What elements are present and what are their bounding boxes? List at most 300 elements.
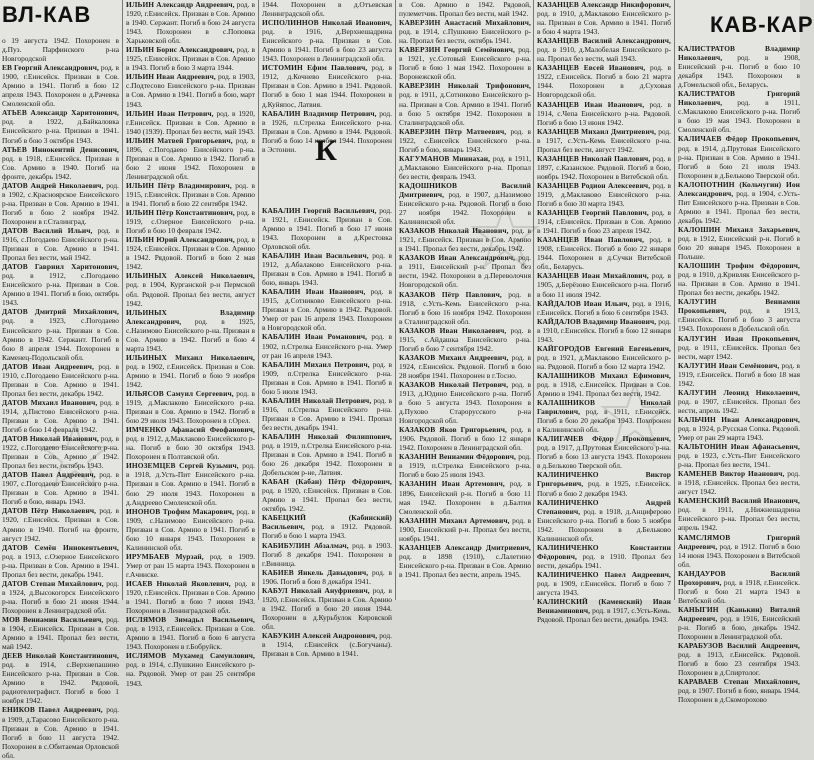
person-name: КАЗАНЦЕВ Василий Александрович, — [537, 36, 671, 46]
memorial-entry — [399, 353, 531, 380]
person-name: ДАТОВ Гавриил Харитонович, — [2, 262, 119, 272]
person-name: ЕВ Георгий Александрович, — [2, 63, 99, 73]
person-name: КАЛУГИН Иван Прокопьевич, — [678, 333, 800, 343]
entry-text: род. в 1900, Енисейский р-н. Пропал без вести, ноябрь 1941. — [399, 515, 531, 543]
memorial-entry — [126, 615, 255, 651]
person-name: ИЛЬИН Пётр Константинович, — [126, 208, 235, 218]
person-name: КАЗАНЦЕВ Родион Алексеевич, — [537, 180, 651, 190]
person-name: КАЛЬТОНИН Иван Афанасьевич, — [678, 442, 800, 452]
person-name: ДАТОВ Пётр Николаевич, — [2, 506, 97, 516]
entry-text: род. в 1925, г.Енисейск. Призван в Сов. Армию в 1943. Погиб в бою 3 марта 1944. — [126, 45, 255, 73]
entry-text: род. в 1909, д.Тарасово Енисейского р-на. Призван в Сов. Армию в 1941. Погиб в бою 11 августа 1942. Похоронен в с.Обитаемая Орловской обл. — [2, 705, 119, 760]
person-name: КАЗАКОВ Николай Иванович, — [399, 226, 509, 236]
memorial-entry — [678, 496, 800, 532]
entry-text: род. в 1914, д.Прутовая Енисейского р-на. Призван в Сов. Армию в 1941. Погиб в бою 21 июля 1943. Похоронен в д.Бельково Тверской обл. — [678, 143, 800, 180]
person-name: КАБАН (Кабан) Пётр Фёдорович, — [262, 477, 392, 487]
person-name: ДАТОВ Семён Иннокентьевич, — [2, 542, 119, 552]
entry-text: род. в 1907, с.Погодаево Енисейского р-на. Призван в Сов. Армию в 1941. Погиб в бою, январь 1943. — [2, 470, 120, 507]
memorial-entry — [678, 361, 800, 388]
entry-text: род. в 1906. Погиб в бою 8 декабря 1941. — [262, 567, 392, 586]
entry-text: род. в 1902, г.Енисейск. Призван в Сов. Армию в 1941. Погиб в бою 9 ноября 1942. — [126, 361, 255, 389]
entry-text: род. в 1914, г.Енисейск. Призван в Сов. Армию в 1941. Погиб в бою 23 апреля 1942. — [537, 208, 671, 236]
memorial-entry — [126, 208, 255, 235]
memorial-entry — [126, 271, 255, 307]
entry-text: о 19 августа 1942. Похоронен в д.Пуз. Парфинского р-на Новгородской — [2, 36, 119, 64]
text-column-3 — [262, 0, 392, 659]
entry-text: род. в 1911, д.Нижнешадрина Енисейского р-на. Пропал без вести, апрель 1942. — [678, 505, 800, 533]
entry-text: род. в 1914, г.Енисейск (с.Богучаны). Призван в Сов. Армию в 1941. — [262, 631, 392, 659]
entry-text: род. в 1915, д.Сотниково Енисейского р-на. Призван в Сов. Армию в 1942. Рядовой. Умер от ран 16 апреля 1943. Похоронен в Новгородской обл. — [262, 287, 392, 333]
memorial-entry — [678, 297, 800, 333]
person-name: ДАТОВ Дмитрий Михайлович, — [2, 307, 119, 317]
person-name: КАРАБУЗОВ Василий Андреевич, — [678, 641, 800, 651]
entry-text: род. в 1909, с.Назимово Енисейского р-на. Призван в Сов. Армию в 1941. Погиб в бою 10 января 1943. Похоронен в Калининской обл. — [126, 506, 255, 552]
memorial-entry — [126, 389, 255, 425]
memorial-entry — [678, 89, 800, 134]
entry-text: род. в 1922, д.Байкаловка Енисейского р-на. Призван в 1941. Погиб в бою 3 октября 1943. — [2, 117, 119, 145]
entry-text: род. в 1919, г.Енисейск. Погиб в бою 18 мая 1942. — [678, 360, 800, 388]
entry-text: род. в 1909, п.Стрелка Енисейского р-на. Призван в Сов. Армию в 1941. Погиб в бою 5 июля 1943. — [262, 359, 392, 396]
memorial-entry — [126, 181, 255, 208]
entry-text: род. в 1920, г.Енисейск. Призван в Сов. Армию в 1941. Погиб в бою 7 июня 1943. Похоронен в Ленинградской обл. — [126, 579, 255, 616]
entry-text: род. в 1921, ус.Сотовый Енисейского р-на. Погиб в бою 1 мая 1942. Похоронен в Воронежской обл. — [399, 45, 531, 82]
memorial-entry — [537, 208, 671, 235]
entry-text: род. в 1921, г.Енисейск. Призван в Сов. Армию в 1941. Погиб в бою 17 июня 1943. Похоронен в д.Крестовка Орловской обл. — [262, 205, 392, 251]
entry-text: род. в 1919, п.Стрелка Енисейского р-на. Погиб в бою 25 июля 1943. — [399, 452, 531, 480]
entry-text: род. в 1896, Енисейский р-н. Погиб в бою 11 мая 1942. Похоронен в д.Балтия Смоленской обл. — [399, 479, 531, 516]
entry-text: род. в 1917, с.Усть-Кемь. Рядовой. Пропал без вести, декабрь 1943. — [537, 606, 671, 625]
entry-text: 1944. Похоронен в д.Отъевская Ленинградской обл. — [262, 0, 392, 19]
entry-text: род. в 1911, д.Сотниково Енисейского р-на. Призван в Сов. Армию в 1941. Погиб в бою 5 октября 1942. Похоронен в Сталинградской обл. — [399, 90, 531, 127]
memorial-entry — [678, 415, 800, 442]
memorial-entry — [126, 651, 255, 687]
section-letter: К — [315, 134, 337, 167]
memorial-entry — [678, 388, 800, 415]
entry-text: род. в 1911, с.Маклаково Енисейского р-на. Погиб в бою 19 мая 1943. Похоронен в Смоленской обл. — [678, 98, 800, 135]
entry-text: род. в 1913, д.Юдино Енисейского р-на. Погиб в бою 5 августа 1943. Похоронен в д.Пухово Старорусского р-на Новгородской обл. — [399, 379, 531, 426]
memorial-entry — [399, 290, 531, 326]
entry-text: род. в 1913, г.Енисейск. Погиб в бою 3 августа 1943. Похоронен в Добельской обл. — [678, 306, 800, 334]
person-name: КАДОШНИКОВ Василий Дмитриевич, — [399, 180, 531, 199]
person-name: ДАТОВ Павел Андреевич, — [2, 470, 96, 480]
person-name: КАВЕРЗИН Анастасий Михайлович, — [399, 18, 531, 28]
memorial-entry — [537, 154, 671, 181]
memorial-entry — [126, 579, 255, 615]
person-name: ИРУМБАЕВ Мурзай, — [126, 551, 204, 561]
memorial-entry — [2, 705, 119, 759]
column-rule — [674, 0, 675, 600]
entry-text: род. в 1910, г.Енисейск. Погиб в бою 12 января 1943. — [537, 316, 671, 344]
person-name: КАБУКИН Алексей Андронович, — [262, 631, 378, 640]
memorial-entry — [399, 543, 531, 579]
memorial-entry — [2, 108, 119, 144]
memorial-entry — [537, 127, 671, 154]
person-name: КАЛОШИН Трофим Фёдорович, — [678, 261, 800, 271]
entry-text: род. в 1912. Погиб в бою 14 июня 1943. Похоронен в Витебской обл. — [678, 541, 800, 569]
entry-text: род. в 1896, с.Погодаево Енисейского р-на. Призван в Сов. Армию в 1942. Погиб в бою 2 июня 1942. Похоронен в Ленинградской обл. — [126, 135, 255, 181]
person-name: КАБАЛИН Николай Петрович, — [262, 395, 372, 405]
entry-text: род. в 1904, г.Енисейск. Призван в Сов. Армию в 1941. Пропал без вести, май 1942. — [2, 615, 119, 652]
memorial-entry — [399, 45, 531, 81]
person-name: КАЗАКОВ Михаил Андреевич, — [399, 352, 509, 362]
memorial-entry — [537, 235, 671, 271]
column-rule — [258, 0, 259, 600]
person-name: КАЛЬЧИН Иван Александрович, — [678, 414, 800, 424]
entry-text: род. в 1910. Пропал без вести, декабрь 1941. — [537, 551, 671, 570]
memorial-entry — [262, 396, 392, 432]
memorial-entry — [262, 586, 392, 631]
entry-text: род. в 1918, г.Енисейск. Призван в Сов. Армию в 1940. Погиб на фронте, декабрь 1942. — [2, 153, 119, 181]
entry-text: род. в 1912, д.Маклаково Енисейского р-на. Погиб в бою 30 октября 1943. Похоронен в Полтавской обл. — [126, 434, 255, 462]
person-name: ДАТОВ Николай Иванович, — [2, 434, 99, 444]
memorial-entry — [2, 63, 119, 108]
column-rule — [533, 0, 534, 600]
person-name: КАБАЛИН Иван Васильевич, — [262, 251, 369, 261]
entry-text: род. в 1910, д.Малобелая Енисейского р-на. Пропал без вести, май 1943. — [537, 45, 671, 64]
person-name: ИЛЬЯСОВ Самуил Сергеевич, — [126, 389, 234, 399]
entry-text: род. в 1922, г.Енисейск. Погиб в бою 21 марта 1944. Похоронен в д.Суховая Новгородской обл. — [537, 63, 671, 100]
entry-text: род. в 1924, д.Высокогорск Енисейского р-на. Погиб в бою 21 июня 1944. Похоронен в Ленинградской обл. — [2, 578, 119, 615]
memorial-entry — [126, 235, 255, 271]
person-name: КАЛАШНИКОВ Николай Гаврилович, — [537, 398, 671, 417]
person-name: КАЗАНЦЕВ Михаил Дмитриевич, — [537, 126, 657, 136]
person-name: ИСТОМИН Ефим Павлович, — [262, 63, 368, 73]
entry-text: род. в 1912, д.Абалаково Енисейского р-на. Призван в Сов. Армию в 1941. Погиб в бою, январь 1943. — [262, 251, 392, 288]
person-name: КАГУМАНОВ Миннахан, — [399, 153, 491, 163]
person-name: КАЛУГИН Вениамин Прокопьевич, — [678, 297, 800, 316]
person-name: КАЛИНИЧЕНКО Константин Фёдорович, — [537, 542, 671, 561]
person-name: КАЗАНЦЕВ Иван Михайлович, — [537, 271, 649, 281]
person-name: ИСЛЯМОВ Мухамед Самуилович, — [126, 651, 255, 661]
person-name: КАБАЛИН Иван Иванович, — [262, 287, 366, 297]
person-name: КАЛАШНИКОВ Михаил Ефимович, — [537, 370, 671, 380]
entry-text: род. в 1920, г.Енисейск. Призван в Сов. Армию в 1940. Сержант. Погиб в бою 24 августа 1943. Похоронен в с.Поповка Харьковской обл. — [126, 0, 255, 46]
memorial-entry — [2, 36, 119, 63]
entry-text: род. в 1910, д.Маклаково Енисейского р-на. Призван в Сов. Армию в 1941. Погиб в бою 4 марта 1943. — [537, 9, 671, 37]
entry-text: род. в 1911, г.Енисейск. Пропал без вести, март 1942. — [678, 342, 800, 361]
person-name: ИЛЬИНЫХ Владимир Александрович, — [126, 307, 255, 326]
memorial-entry — [126, 353, 255, 389]
person-name: КАЗАНЦЕВ Александр Никифорович, — [537, 0, 671, 9]
memorial-entry — [399, 18, 531, 45]
person-name: ЕНИКОВ Павел Андреевич, — [2, 705, 103, 715]
person-name: КАЗАНИН Михаил Артемович, — [399, 515, 510, 525]
memorial-entry — [126, 109, 255, 136]
person-name: КАЗАНЦЕВ Евсей Иванович, — [537, 63, 646, 73]
memorial-entry — [537, 317, 671, 344]
memorial-entry — [399, 516, 531, 543]
entry-text: род. в 1920, г.Енисейск. Призван в Сов. Армию в 1940 (1939). Пропал без вести, май 1943. — [126, 108, 255, 136]
entry-text: род. в 1918, д.Усть-Пит Енисейского р-на. Призван в Сов. Армию в 1941. Погиб в бою 29 июля 1943. Похоронен в д.Андреево Смоленской обл. — [126, 461, 255, 507]
person-name: КАБАЛИН Иван Романович, — [262, 332, 368, 342]
memorial-entry — [678, 44, 800, 89]
person-name: КАЛИЧАЕВ Фёдор Прокопьевич, — [678, 134, 800, 144]
entry-text: род. в 1905, д.Берёзово Енисейского р-на. Погиб в бою 11 июля 1942. — [537, 271, 671, 299]
person-name: КАНЫГИН (Канькин) Виталий Андреевич, — [678, 604, 800, 623]
star-watermark-icon — [470, 200, 540, 270]
text-column-1 — [2, 36, 120, 760]
memorial-entry — [2, 615, 119, 651]
person-name: КАЛОШИН Михаил Захарьевич, — [678, 224, 800, 234]
entry-text: род. в 1924, г.Енисейск. Рядовой. Погиб в бою 28 ноября 1941. Похоронен в г.Тосно. — [399, 352, 531, 380]
memorial-entry — [678, 225, 800, 261]
entry-text: род. в 1911, Енисейский р-н. Пропал без вести, 1942. Похоронен в д.Переволочня Новгородской обл. — [399, 253, 531, 290]
person-name: ИЛЬИН Александр Андреевич, — [126, 0, 235, 9]
person-name: ИЛЬИН Борис Александрович, — [126, 45, 235, 55]
memorial-entry — [678, 469, 800, 496]
memorial-entry — [537, 570, 671, 597]
entry-text: род. в 1902, с.Красноярское Енисейского р-на. Призван в Сов. Армию в 1941. Погиб в бою 2 ноября 1942. Похоронен в г.Сталинград. — [2, 180, 119, 226]
memorial-entry — [262, 332, 392, 359]
entry-text: род. в 1923, с.Усть-Пит Енисейского р-на. Пропал без вести, 1941. — [678, 451, 800, 470]
person-name: КАЙДАЛОВ Владимир Иванович, — [537, 316, 657, 326]
person-name: КАВЕРЗИН Георгий Семёнович, — [399, 45, 515, 55]
entry-text: род. в 1916, с.Погодаево Енисейского р-на. Призван в Сов. Армию в 1941. Пропал без вести, май 1942. — [2, 225, 119, 263]
memorial-entry — [262, 432, 392, 477]
entry-text: род. в 1907. Погиб в бою, январь 1944. Похоронен в д.Скоморохово — [678, 686, 800, 705]
person-name: ДАТОВ Михаил Иванович, — [2, 397, 98, 407]
entry-text: род. в 1907, г.Енисейск. Пропал без вести, апрель 1942. — [678, 396, 800, 415]
memorial-entry — [262, 251, 392, 287]
entry-text: род. в 1924, р.Русская Сопка. Рядовой. Умер от ран 29 марта 1943. — [678, 423, 800, 443]
person-name: КАЛИСТРАТОВ Владимир Николаевич, — [678, 44, 800, 63]
entry-text: род. в 1898 (1910), с.Лалетино Енисейского р-на. Призван в Сов. Армию в 1941. Пропал без вести, апрель 1945. — [399, 551, 531, 579]
entry-text: род. в 1918, г.Енисейск. Погиб в бою 21 марта 1943 в Витебской обл. — [678, 577, 800, 605]
person-name: ИСПОЛИННОВ Николай Иванович, — [262, 18, 392, 28]
person-name: КАЛИГАЧЕВ Фёдор Прокопьевич, — [537, 434, 671, 444]
entry-text: род. в 1924, г.Енисейск. Призван в Сов. Армию в 1942. Рядовой. Погиб в бою 2 мая 1942. — [126, 235, 255, 272]
entry-text: род. в 1918, д.Анциферово Енисейского р-на. Погиб в бою 5 ноября 1942. Похоронен в д.Бельково Калининской обл. — [537, 506, 671, 543]
memorial-entry — [2, 226, 119, 262]
person-name: КАБАЛИН Владимир Петрович, — [262, 108, 377, 118]
star-watermark-icon — [40, 420, 110, 490]
memorial-entry — [399, 0, 531, 18]
entry-text: род. в 1916, Енисейский р-н. Погиб в бою, декабрь 1942. Похоронен в Ленинградской обл. — [678, 613, 800, 642]
memorial-entry — [537, 100, 671, 127]
person-name: КАЗАКОВ Иван Александрович, — [399, 253, 516, 263]
person-name: КАЙДАЛОВ Иван Ильич, — [537, 298, 630, 308]
person-name: КАЛИНИЧЕНКО Павел Андреевич, — [537, 569, 671, 579]
person-name: ИЛЬИН Иван Петрович, — [126, 108, 214, 118]
person-name: КАЗАКОВ Иван Николаевич, — [399, 325, 507, 335]
entry-text: род. в 1914, с.Пушкино Енисейского р-на. Рядовой. Умер от ран 25 сентября 1943. — [126, 660, 255, 688]
memorial-entry — [537, 299, 671, 317]
person-name: ДАТОВ Иван Андреевич, — [2, 361, 95, 371]
memorial-entry — [2, 543, 119, 579]
running-head-left: ВЛ-КАВ — [2, 2, 92, 27]
entry-text: род. в 1914, с.Чепа Енисейского р-на. Рядовой. Погиб в бою 13 июня 1942. — [537, 99, 671, 127]
person-name: ИЛЬИН Юрий Александрович, — [126, 235, 235, 245]
person-name: КАВЕРЗИН Пётр Матвеевич, — [399, 126, 507, 136]
memorial-entry — [262, 541, 392, 568]
entry-text: род. в 1911, д.Маклаково Енисейского р-на. Пропал без вести, февраль 1943. — [399, 153, 531, 181]
person-name: ИЛЬИНЫХ Михаил Николаевич, — [126, 352, 255, 362]
person-name: ДАТОВ Андрей Николаевич, — [2, 180, 104, 190]
entry-text: род. в 1925, г.Енисейск. Погиб в бою 2 декабря 1943. — [537, 479, 671, 498]
person-name: ИЛЬИНЫХ Алексей Николаевич, — [126, 271, 255, 281]
memorial-entry — [126, 45, 255, 72]
entry-text: род. в 1913, с.Озерное Енисейского р-на. Призван в Сов. Армию в 1941. Пропал без вести, декабрь 1941. — [2, 551, 119, 579]
memorial-entry — [262, 631, 392, 658]
entry-text: род. в 1921, г.Енисейск. Призван в Сов. Армию в 1941. Пропал без вести, декабрь 1942. — [399, 226, 531, 254]
memorial-entry — [2, 181, 119, 226]
entry-text: род. в 1912. Рядовой. Погиб в бою 1 марта 1943. — [262, 522, 392, 541]
text-column-5 — [537, 0, 672, 625]
person-name: КАЛУГИН Иван Семёнович, — [678, 360, 780, 370]
memorial-entry — [537, 498, 671, 543]
memorial-entry — [537, 271, 671, 298]
entry-text: род. в 1926, п.Стрелка Енисейского р-на. Призван в Сов. Армию в 1944. Рядовой. Погиб в бою 14 ноября 1944. Похоронен в Эстонии. — [262, 108, 392, 154]
person-name: КАВЕРЗИН Николай Трифонович, — [399, 81, 531, 91]
entry-text: род. в 1913, г.Енисейск. Призван в Сов. Армию в 1941. Погиб в бою 6 августа 1943. Похоронен в г.Бобруйск. — [126, 624, 255, 652]
text-column-4 — [399, 0, 531, 600]
memorial-entry — [126, 0, 255, 45]
memorial-entry — [2, 506, 119, 542]
person-name: ДАТОВ Василий Ильич, — [2, 225, 93, 235]
memorial-entry — [126, 507, 255, 552]
person-name: КАЗАНЦЕВ Иван Иванович, — [537, 99, 645, 109]
memorial-entry — [262, 360, 392, 396]
person-name: КАМСЛЯМОВ Григорий Андреевич, — [678, 532, 800, 551]
person-name: КАРАВАЕВ Степан Михайлович, — [678, 677, 800, 687]
memorial-entry — [2, 307, 119, 361]
entry-text: род. в 1922, с.Погодаево Енисейского р-на. Призван в Сов. Армию в 1942. Пропал без вести, октябрь 1943. — [2, 434, 119, 471]
person-name: ИЛЬИН Матвей Григорьевич, — [126, 135, 233, 145]
entry-text: род. в 1925, с.Назимово Енисейского р-на. Призван в Сов. Армию в 1942. Погиб в бою 4 марта 1943. — [126, 316, 255, 353]
entry-text: род. в 1903. Погиб 8 декабря 1941. Похоронен в г.Винница. — [262, 540, 392, 568]
memorial-entry — [262, 477, 392, 513]
entry-text: род. в 1919, д.Маклаково Енисейского р-на. Призван в Сов. Армию в 1942. Погиб в бою 29 июля 1943. Похоронен в г.Орел. — [126, 389, 255, 426]
person-name: КАЛИНИЧЕНКО Андрей Степанович, — [537, 497, 671, 516]
person-name: ДАТОВ Степан Михайлович, — [2, 578, 104, 588]
memorial-entry — [537, 181, 671, 208]
entry-text: род. в 1910, с.Погодаево Енисейского р-на. Призван в Сов. Армию в 1941. Пропал без вести, декабрь 1942. — [2, 361, 119, 398]
column-rule — [395, 0, 396, 600]
memorial-entry — [678, 533, 800, 569]
entry-text: в Сов. Армию в 1942. Рядовой, пулеметчик. Пропал без вести, май 1942. — [399, 0, 531, 19]
person-name: КАЗАНЦЕВ Иван Павлович, — [537, 235, 645, 245]
entry-text: род. в 1912, Енисейский р-н. Погиб в бою 20 января 1945. Похоронен в Польше. — [678, 233, 800, 262]
memorial-entry — [262, 206, 392, 251]
entry-text: род. в 1903, с.Подтесово Енисейского р-на. Призван в Сов. Армию в 1941. Погиб в бою, март 1943. — [126, 72, 255, 109]
entry-text: род. в 1922, с.Енисейск Енисейского р-на. Погиб в бою, январь 1943. — [399, 126, 531, 154]
memorial-entry — [399, 127, 531, 154]
person-name: КАБИБУЛИН Абзалмач, — [262, 540, 349, 550]
entry-text: род. в 1919, с.Озерное Енисейского р-на. Погиб в бою 10 февраля 1942. — [126, 208, 255, 236]
memorial-entry — [678, 134, 800, 179]
person-name: КАЙГОРОДОВ Евгений Евгеньевич, — [537, 343, 671, 353]
person-name: ИЛЬИН Пётр Владимирович, — [126, 180, 232, 190]
person-name: ИНОНОВ Трофим Макарович, — [126, 506, 235, 516]
person-name: ДЕЕВ Николай Константинович, — [2, 651, 119, 661]
memorial-entry — [126, 425, 255, 461]
memorial-entry — [126, 136, 255, 181]
memorial-entry — [678, 334, 800, 361]
person-name: КАЗАКОВ Николай Петрович, — [399, 379, 509, 389]
entry-text: род. в 1921, д.Маклаково Енисейского р-на. Рядовой. Погиб в бою 12 марта 1942. — [537, 352, 671, 371]
entry-text: род. в 1923, с.Погодаево Енисейского р-на. Призван в Сов. Армию в 1942. Сержант. Погиб в бою 8 апреля 1944. Похоронен в Каменец-Подольской обл. — [2, 316, 119, 362]
memorial-entry — [2, 145, 119, 181]
person-name: КАЗАНИН Иван Артемович, — [399, 479, 505, 489]
memorial-entry — [399, 326, 531, 353]
memorial-entry — [678, 641, 800, 677]
memorial-entry — [262, 0, 392, 18]
entry-text: род. в 1904, Курганской р-н Пермской обл. Рядовой. Пропал без вести, август 1942. — [126, 280, 255, 308]
person-name: КАЛУГИН Леонид Николаевич, — [678, 387, 800, 397]
person-name: КАЗАНЦЕВ Николай Павлович, — [537, 153, 651, 163]
memorial-entry — [678, 261, 800, 297]
memorial-entry — [2, 651, 119, 705]
entry-text: род. в 1911, г.Енисейск. Погиб в бою 20 декабря 1943. Похоронен в Калининской обл. — [537, 407, 671, 435]
person-name: ИСАЕВ Николай Яковлевич, — [126, 579, 231, 588]
running-head-right: КАВ-КАР — [710, 12, 814, 37]
person-name: КАМЕНЕВ Виктор Иванович, — [678, 469, 785, 479]
person-name: ИЛЬИН Иван Андреевич, — [126, 72, 216, 82]
entry-text: род. в 1902, п.Стрелка Енисейского р-на. Умер от ран 16 апреля 1943. — [262, 332, 392, 360]
memorial-entry — [126, 461, 255, 506]
memorial-entry — [2, 262, 119, 307]
entry-text: род. в 1917, д.Прутовая Енисейского р-на. Погиб в бою 13 августа 1943. Похоронен в д.Бельково Тверской обл. — [537, 443, 671, 471]
entry-text: род. в 1909, г.Енисейск. Погиб в бою 7 августа 1943. — [537, 579, 671, 598]
person-name: КАЗАНЦЕВ Георгий Павлович, — [537, 208, 649, 218]
entry-text: род. в 1919, п.Стрелка Енисейского р-на. Призван в Сов. Армию в 1941. Погиб в бою 26 декабря 1942. Похоронен в Добельском р-не, Латвия. — [262, 441, 392, 478]
memorial-entry — [262, 568, 392, 586]
person-name: ИНОЗЕМЦЕВ Сергей Кузьмич, — [126, 461, 239, 471]
person-name: КАЗАНЦЕВ Александр Дмитриевич, — [399, 542, 531, 552]
person-name: КАЛИНСКИЙ (Каменский) Иван Вениаминович, — [537, 597, 671, 616]
memorial-entry — [262, 513, 392, 540]
text-column-6 — [678, 44, 800, 705]
person-name: КАБАЛИН Николай Филиппович, — [262, 431, 392, 441]
entry-text: род. в 1918, с.Енисейск. Призван в Сов. Армию в 1941. Пропал без вести, 1942. — [537, 379, 671, 399]
person-name: ИСЛЯМОВ Зимадьл Васильевич, — [126, 615, 255, 625]
person-name: КАЛОПОТНИН (Кольчугин) Ион Александрович, — [678, 179, 800, 198]
entry-text: род. в 1909. Умер от ран 15 марта 1943. Похоронен в г.Ачинске. — [126, 551, 255, 579]
star-watermark-icon — [600, 380, 670, 450]
entry-text: род. в 1918, г.Енисейск. Пропал без вести, август 1942. — [678, 469, 800, 497]
entry-text: род. в 1910, д.Кривляк Енисейского р-на. Призван в Сов. Армию в 1941. Пропал без вести, декабрь 1942. — [678, 270, 800, 298]
memorial-entry — [262, 18, 392, 63]
memorial-entry — [678, 569, 800, 605]
memorial-entry — [537, 63, 671, 99]
person-name: ИМЧЕНКО Афанасий Феофанович, — [126, 425, 255, 435]
memorial-entry — [399, 425, 531, 452]
memorial-entry — [126, 308, 255, 353]
person-name: КАЗАКОВ Пётр Павлович, — [399, 289, 502, 299]
entry-text: род. в 1920, г.Енисейск. Призван в Сов. Армию в 1941. Пропал без вести, октябрь 1942. — [262, 486, 392, 514]
entry-text: род. в 1916, п.Стрелка Енисейского р-на. Призван в Сов. Армию в 1941. Пропал без вести, декабрь 1941. — [262, 395, 392, 432]
person-name: КАБИЕВ Янкель Давыдович, — [262, 567, 369, 577]
entry-text: род. в 1912, с.Погодаево Енисейского р-на. Призван в Сов. Армию в 1941. Погиб в бою, октябрь 1943. — [2, 271, 119, 308]
entry-text: род. в 1914, с.Верхнепашино Енисейского р-на. Призван в Сов. Армию в 1942. Рядовой, радиотелеграфист. Погиб в бою 1 ноября 1942. — [2, 660, 119, 706]
entry-text: род. в 1906. Рядовой. Погиб в бою 12 января 1942. Похоронен в Ленинградской обл. — [399, 425, 531, 453]
entry-text: род. в 1915, с.Айдашка Енисейского р-на. Погиб в бою 7 сентября 1942. — [399, 325, 531, 353]
memorial-entry — [678, 180, 800, 225]
person-name: КАНДАУРОВ Василий Прохорович, — [678, 568, 800, 587]
person-name: АТЬЕВ Иннокентий Денисович, — [2, 144, 119, 154]
entry-text: род. в 1908, г.Енисейск. Погиб в бою 22 января 1944. Похоронен в д.Сучки Витебской обл., Беларусь. — [537, 235, 672, 272]
memorial-entry — [537, 543, 671, 570]
memorial-entry — [262, 63, 392, 108]
memorial-entry — [678, 605, 800, 641]
memorial-entry — [678, 442, 800, 469]
entry-text: род. в 1897, с.Казанское. Рядовой. Погиб в бою, ноябрь 1942. Похоронен в Витебской обл. — [537, 153, 671, 181]
memorial-entry — [399, 154, 531, 181]
person-name: КАБАЛИН Михаил Петрович, — [262, 359, 370, 369]
entry-text: род. в 1904, с.Усть-Пит Енисейского р-на. Призван в Сов. Армию в 1941. Пропал без вести, декабрь 1942. — [678, 188, 800, 225]
entry-text: род. в 1916, д.Верхнешадрина Енисейского р-на. Призван в Сов. Армию в 1941. Погиб в бою 23 августа 1943. Похоронен в Ленинградской обл. — [262, 27, 392, 64]
entry-text: род. в 1913, г.Енисейск. Рядовой. Погиб в бою 23 сентября 1943. Похоронен в д.Спиртолог. — [678, 650, 800, 678]
